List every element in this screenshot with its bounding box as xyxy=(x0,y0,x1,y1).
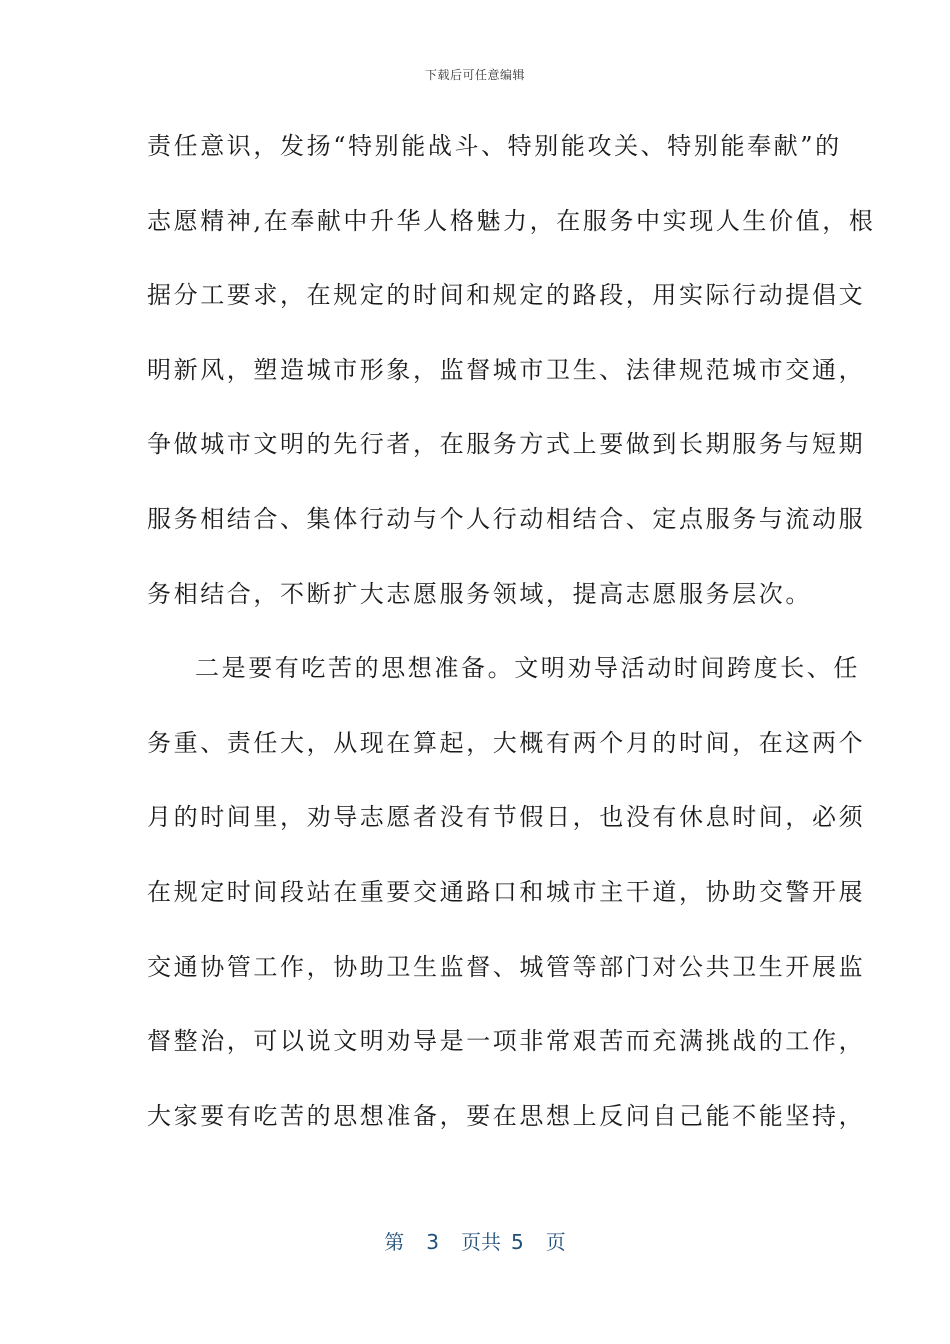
total-pages-number: 5 xyxy=(511,1230,524,1254)
text-line: 据分工要求，在规定的时间和规定的路段，用实际行动提倡文 xyxy=(147,281,866,310)
text-line: 责任意识，发扬“特别能战斗、特别能攻关、特别能奉献”的 xyxy=(147,132,842,160)
text-line: 明新风，塑造城市形象，监督城市卫生、法律规范城市交通， xyxy=(147,355,866,384)
text-line: 争做城市文明的先行者，在服务方式上要做到长期服务与短期 xyxy=(147,430,866,459)
text-line: 大家要有吃苦的思想准备，要在思想上反问自己能不能坚持， xyxy=(147,1101,866,1130)
header-note: 下载后可任意编辑 xyxy=(424,68,525,82)
text-line: 务相结合，不断扩大志愿服务领域，提高志愿服务层次。 xyxy=(147,579,812,608)
text-line: 务重、责任大，从现在算起，大概有两个月的时间，在这两个 xyxy=(147,728,866,757)
text-line: 志愿精神,在奉献中升华人格魅力，在服务中实现人生价值，根 xyxy=(147,206,876,235)
page-footer xyxy=(0,1226,950,1255)
text-line: 在规定时间段站在重要交通路口和城市主干道，协助交警开展 xyxy=(147,877,866,906)
text-line: 督整治，可以说文明劝导是一项非常艰苦而充满挑战的工作， xyxy=(147,1027,866,1056)
text-line: 交通协管工作，协助卫生监督、城管等部门对公共卫生开展监 xyxy=(147,952,866,981)
page-mid: 页共 xyxy=(461,1230,501,1254)
page-suffix: 页 xyxy=(545,1230,566,1254)
text-line: 月的时间里，劝导志愿者没有节假日，也没有休息时间，必须 xyxy=(147,803,866,832)
document-body xyxy=(147,122,876,1166)
current-page-number: 3 xyxy=(426,1230,439,1254)
page-prefix: 第 xyxy=(384,1230,405,1254)
text-line: 服务相结合、集体行动与个人行动相结合、定点服务与流动服 xyxy=(147,504,866,533)
paragraph-first-line: 二是要有吃苦的思想准备。文明劝导活动时间跨度长、任 xyxy=(195,654,860,683)
